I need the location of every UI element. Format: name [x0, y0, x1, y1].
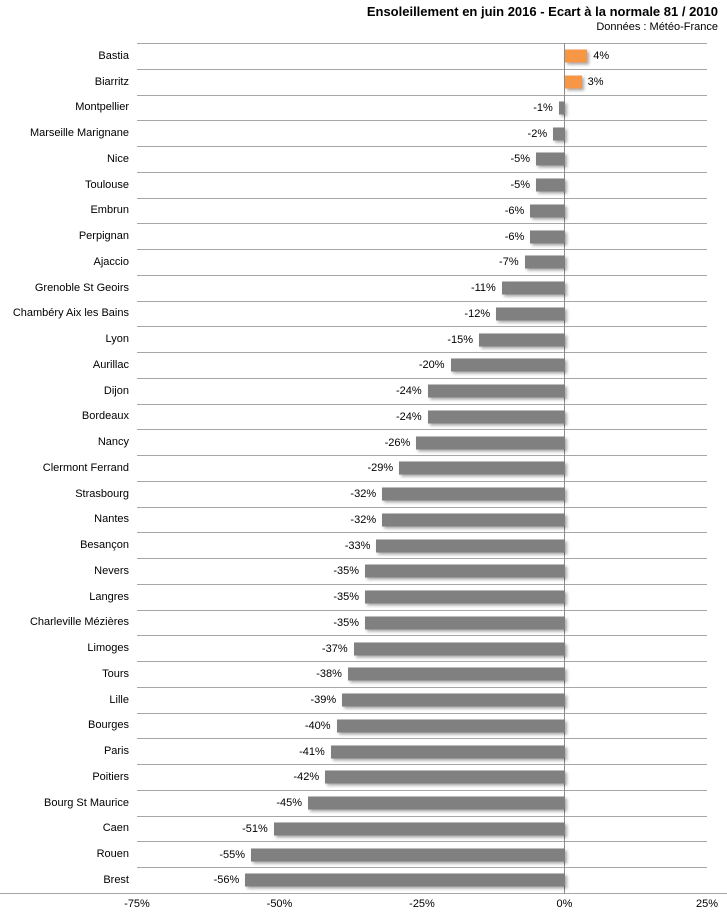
- row-plot: [137, 635, 707, 661]
- value-label: -35%: [333, 565, 359, 578]
- value-label: -56%: [213, 874, 240, 887]
- chart-row: [0, 378, 727, 404]
- category-label: Chambéry Aix les Bains: [12, 307, 129, 320]
- category-label: Paris: [103, 745, 129, 758]
- value-label: -29%: [367, 462, 394, 475]
- value-label: -39%: [310, 694, 337, 707]
- row-plot: [137, 584, 707, 610]
- chart-row: [0, 404, 727, 430]
- chart-row: [0, 558, 727, 584]
- negative-bar: [428, 385, 565, 398]
- plot-area: [0, 43, 727, 894]
- row-plot: [137, 326, 707, 352]
- row-plot: [137, 687, 707, 713]
- value-label: 4%: [593, 50, 610, 63]
- negative-bar: [325, 771, 564, 784]
- row-plot: [137, 69, 707, 95]
- category-label: Lyon: [105, 333, 129, 346]
- row-plot: [137, 455, 707, 481]
- x-tick-label: -25%: [409, 898, 435, 910]
- category-label: Besançon: [80, 539, 129, 552]
- chart-row: [0, 120, 727, 146]
- value-label: -6%: [504, 204, 525, 217]
- negative-bar: [245, 874, 564, 887]
- chart-row: [0, 352, 727, 378]
- chart-rows: [0, 43, 727, 894]
- negative-bar: [376, 539, 564, 552]
- chart-row: [0, 455, 727, 481]
- row-plot: [137, 532, 707, 558]
- category-label: Nancy: [97, 436, 129, 449]
- negative-bar: [365, 591, 565, 604]
- negative-bar: [502, 282, 565, 295]
- value-label: -55%: [219, 848, 245, 861]
- row-plot: [137, 867, 707, 893]
- chart-row: [0, 146, 727, 172]
- row-plot: [137, 146, 707, 172]
- chart-row: [0, 481, 727, 507]
- chart-row: [0, 172, 727, 198]
- negative-bar: [559, 101, 565, 114]
- chart-row: [0, 610, 727, 636]
- row-plot: [137, 764, 707, 790]
- x-tick-label: -75%: [124, 898, 150, 910]
- chart-row: [0, 635, 727, 661]
- negative-bar: [382, 513, 564, 526]
- chart-row: [0, 738, 727, 764]
- category-label: Toulouse: [84, 178, 129, 191]
- negative-bar: [365, 616, 565, 629]
- chart-row: [0, 429, 727, 455]
- category-label: Poitiers: [92, 770, 129, 783]
- value-label: -2%: [527, 127, 548, 140]
- value-label: -7%: [499, 256, 519, 269]
- x-tick-label: 25%: [695, 898, 719, 910]
- row-plot: [137, 95, 707, 121]
- category-label: Rouen: [96, 848, 129, 861]
- chart-row: [0, 764, 727, 790]
- row-plot: [137, 172, 707, 198]
- value-label: -35%: [333, 616, 359, 629]
- negative-bar: [479, 333, 565, 346]
- negative-bar: [416, 436, 564, 449]
- category-label: Dijon: [103, 384, 129, 397]
- row-plot: [137, 198, 707, 224]
- value-label: -12%: [464, 307, 491, 320]
- chart-title: Ensoleillement en juin 2016 - Ecart à la normale 81 / 2010: [366, 4, 718, 19]
- category-label: Nice: [106, 152, 129, 165]
- negative-bar: [348, 668, 565, 681]
- negative-bar: [530, 204, 564, 217]
- category-label: Bastia: [98, 49, 129, 62]
- chart-row: [0, 249, 727, 275]
- negative-bar: [274, 822, 565, 835]
- negative-bar: [342, 694, 564, 707]
- value-label: -41%: [299, 745, 325, 758]
- row-plot: [137, 841, 707, 867]
- row-plot: [137, 275, 707, 301]
- value-label: -20%: [418, 359, 445, 372]
- category-label: Limoges: [87, 642, 129, 655]
- category-label: Bordeaux: [81, 410, 129, 423]
- category-label: Bourges: [88, 719, 129, 732]
- value-label: -6%: [504, 230, 525, 243]
- row-plot: [137, 610, 707, 636]
- chart-row: [0, 43, 727, 69]
- chart-subtitle: Données : Météo-France: [596, 21, 718, 33]
- negative-bar: [553, 127, 564, 140]
- value-label: -11%: [470, 282, 496, 295]
- negative-bar: [428, 410, 565, 423]
- negative-bar: [530, 230, 564, 243]
- chart-header: [0, 0, 727, 43]
- category-label: Grenoble St Geoirs: [34, 281, 129, 294]
- value-label: -24%: [396, 410, 422, 423]
- row-plot: [137, 738, 707, 764]
- value-label: -38%: [316, 668, 342, 681]
- category-label: Marseille Marignane: [29, 127, 129, 140]
- chart-row: [0, 661, 727, 687]
- category-label: Perpignan: [78, 230, 129, 243]
- chart-row: [0, 713, 727, 739]
- negative-bar: [382, 488, 564, 501]
- chart-row: [0, 790, 727, 816]
- row-plot: [137, 404, 707, 430]
- negative-bar: [536, 179, 565, 192]
- category-label: Lille: [109, 693, 129, 706]
- x-axis: [124, 894, 719, 914]
- chart-row: [0, 507, 727, 533]
- category-label: Aurillac: [92, 358, 129, 371]
- value-label: -51%: [242, 822, 268, 835]
- value-label: 3%: [587, 76, 604, 89]
- chart-row: [0, 841, 727, 867]
- chart-row: [0, 69, 727, 95]
- value-label: -33%: [344, 539, 371, 552]
- value-label: -1%: [533, 101, 553, 114]
- category-label: Brest: [103, 873, 129, 886]
- row-plot: [137, 816, 707, 842]
- negative-bar: [451, 359, 565, 372]
- value-label: -45%: [276, 797, 302, 810]
- x-tick-label: -50%: [266, 898, 293, 910]
- row-plot: [137, 352, 707, 378]
- row-plot: [137, 301, 707, 327]
- chart-row: [0, 223, 727, 249]
- category-label: Langres: [89, 590, 129, 603]
- chart-row: [0, 532, 727, 558]
- value-label: -35%: [333, 591, 359, 604]
- row-plot: [137, 429, 707, 455]
- category-label: Nantes: [94, 513, 129, 526]
- negative-bar: [337, 719, 565, 732]
- category-label: Strasbourg: [75, 487, 129, 500]
- row-plot: [137, 507, 707, 533]
- value-label: -24%: [396, 385, 422, 398]
- chart-row: [0, 198, 727, 224]
- negative-bar: [308, 797, 565, 810]
- chart-row: [0, 326, 727, 352]
- row-plot: [137, 790, 707, 816]
- category-label: Ajaccio: [93, 255, 129, 268]
- category-label: Tours: [102, 667, 129, 680]
- chart-row: [0, 275, 727, 301]
- value-label: -32%: [350, 513, 377, 526]
- chart-row: [0, 687, 727, 713]
- category-label: Biarritz: [94, 75, 129, 88]
- row-plot: [137, 249, 707, 275]
- chart-row: [0, 301, 727, 327]
- category-label: Montpellier: [75, 101, 129, 114]
- value-label: -15%: [447, 333, 473, 346]
- row-plot: [137, 713, 707, 739]
- negative-bar: [331, 745, 565, 758]
- negative-bar: [365, 565, 565, 578]
- row-plot: [137, 223, 707, 249]
- chart-row: [0, 867, 727, 893]
- row-plot: [137, 378, 707, 404]
- value-label: -26%: [384, 436, 411, 449]
- row-plot: [137, 120, 707, 146]
- value-label: -5%: [510, 179, 530, 192]
- chart-row: [0, 95, 727, 121]
- negative-bar: [354, 642, 565, 655]
- value-label: -37%: [321, 642, 348, 655]
- negative-bar: [536, 153, 565, 166]
- value-label: -42%: [293, 771, 320, 784]
- category-label: Embrun: [90, 204, 129, 217]
- x-tick-label: 0%: [556, 898, 573, 910]
- value-label: -32%: [350, 488, 377, 501]
- chart-row: [0, 816, 727, 842]
- category-label: Bourg St Maurice: [44, 796, 129, 809]
- category-label: Nevers: [94, 564, 129, 577]
- negative-bar: [251, 848, 565, 861]
- row-plot: [137, 558, 707, 584]
- positive-bar: [565, 50, 588, 63]
- category-label: Clermont Ferrand: [42, 461, 129, 474]
- row-plot: [137, 481, 707, 507]
- row-plot: [137, 661, 707, 687]
- positive-bar: [565, 76, 582, 89]
- category-label: Charleville Mézières: [29, 616, 129, 629]
- value-label: -5%: [510, 153, 530, 166]
- negative-bar: [525, 256, 565, 269]
- category-label: Caen: [102, 822, 129, 835]
- negative-bar: [496, 307, 564, 320]
- negative-bar: [399, 462, 564, 475]
- chart-row: [0, 584, 727, 610]
- row-plot: [137, 43, 707, 69]
- value-label: -40%: [304, 719, 331, 732]
